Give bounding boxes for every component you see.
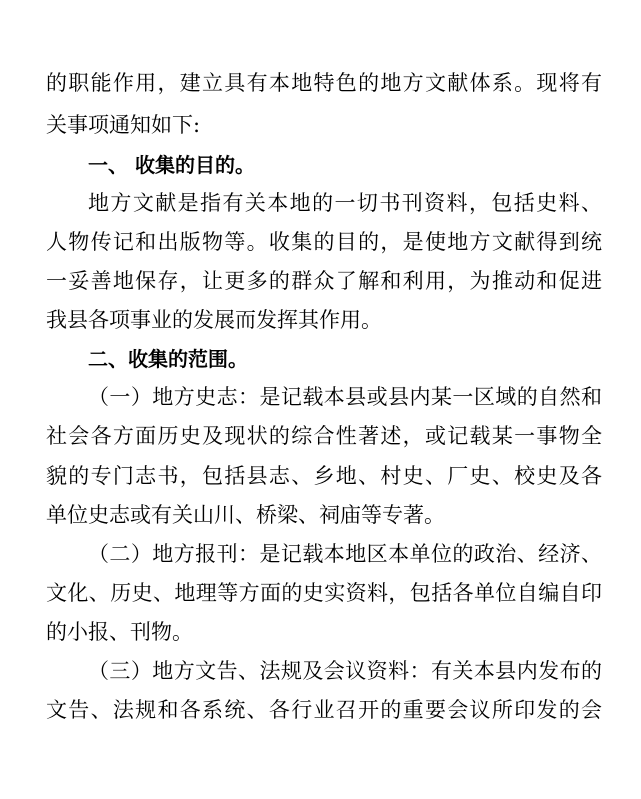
body-line-2: 关事项通知如下: [46,113,201,137]
body-line-7: 我县各项事业的发展而发挥其作用。 [46,308,382,332]
body-line-1: 的职能作用，建立具有本地特色的地方文献体系。现将有 [46,71,602,95]
body-line-5: 人物传记和出版物等。收集的目的，是使地方文献得到统 [46,230,602,254]
body-line-16: （三）地方文告、法规及会议资料：有关本县内发布的 [88,659,602,683]
body-line-14: 文化、历史、地理等方面的史实资料，包括各单位自编自印 [46,581,602,605]
body-line-11: 貌的专门志书，包括县志、乡地、村史、厂史、校史及各 [46,464,602,488]
body-line-12: 单位史志或有关山川、桥梁、祠庙等专著。 [46,503,445,527]
body-line-6: 一妥善地保存，让更多的群众了解和利用，为推动和促进 [46,269,602,293]
body-line-10: 社会各方面历史及现状的综合性著述，或记载某一事物全 [46,424,602,448]
section-heading-scope: 二、收集的范围。 [88,347,248,371]
body-line-17: 文告、法规和各系统、各行业召开的重要会议所印发的会 [46,698,602,722]
body-line-9: （一）地方史志：是记载本县或县内某一区域的自然和 [88,385,602,409]
body-line-15: 的小报、刊物。 [46,620,193,644]
body-line-4: 地方文献是指有关本地的一切书刊资料，包括史料、 [88,191,602,215]
body-line-13: （二）地方报刊：是记载本地区本单位的政治、经济、 [88,542,602,566]
section-heading-purpose: 一、 收集的目的。 [88,153,255,177]
